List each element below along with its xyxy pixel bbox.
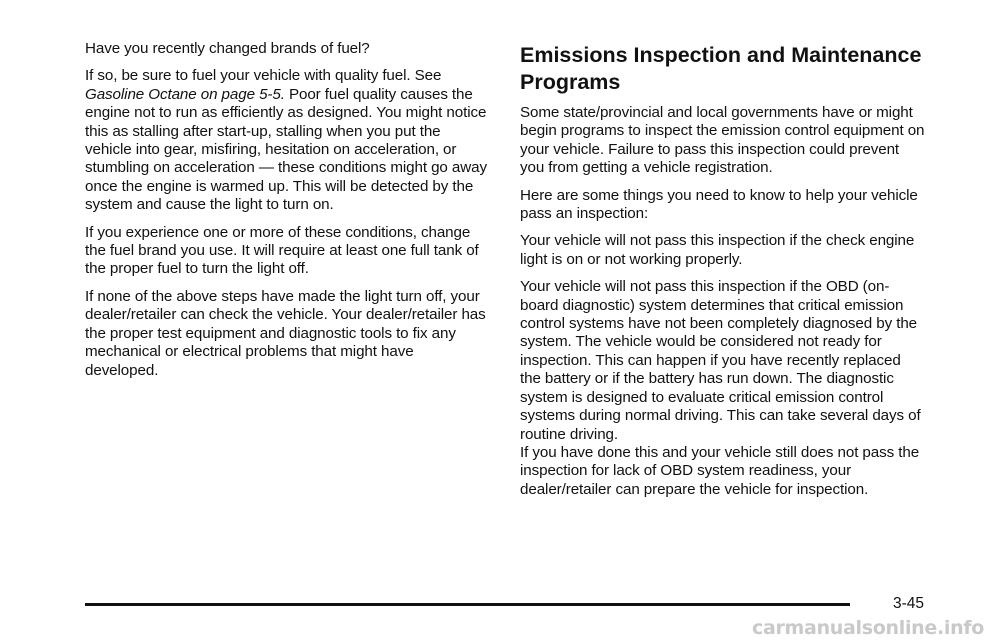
right-column [520,104,925,508]
left-column [85,40,490,389]
section-heading: Emissions Inspection and Maintenance Programs [520,43,922,94]
page-number: 3-45 [893,595,925,612]
fuel-quality-intro: If so, be sure to fuel your vehicle with quality fuel. See [85,67,442,85]
footer-rule [85,603,850,606]
paragraph-fuel-quality [85,67,490,214]
paragraph-dealer-prepare: If you have done this and your vehicle still does not pass the inspection for lack of OBD system readiness, your dealer/retailer can prepare the vehicle for inspection. [520,443,920,498]
paragraph-fuel-question: Have you recently changed brands of fuel? [85,40,370,57]
paragraph-inspection-programs: Some state/provincial and local governments have or might begin programs to inspect the emission control equipment on your vehicle. Failure to pass this inspection could prevent you from getting a vehicle registration. [520,104,925,177]
watermark: carmanualsonline.info [752,617,984,639]
fuel-quality-rest: Poor fuel quality causes the engine not to run as efficiently as designed. You might notice this as stalling after start-up, stalling when you put the vehicle into gear, misfiring, hesitation on acceleration, or stumbling on acceleration — these conditions might go away once the engine is warmed up. This will be detected by the system and cause the light to turn on. [85,85,487,214]
paragraph-change-brand: If you experience one or more of these conditions, change the fuel brand you use. It will require at least one full tank of the proper fuel to turn the light off. [85,223,479,278]
paragraph-dealer-check: If none of the above steps have made the light turn off, your dealer/retailer can check the vehicle. Your dealer/retailer has the proper test equipment and diagnostic tools to fix any mechanical or electrical problems that might have developed. [85,287,486,379]
paragraph-check-engine-light: Your vehicle will not pass this inspection if the check engine light is on or not working properly. [520,232,915,268]
paragraph-things-to-know: Here are some things you need to know to help your vehicle pass an inspection: [520,186,918,223]
paragraph-obd-readiness: Your vehicle will not pass this inspection if the OBD (on-board diagnostic) system determines that critical emission control systems have not been completely diagnosed by the system. The vehicle would be considered not ready for inspection. This can happen if you have recently replaced the battery or if the battery has run down. The diagnostic system is designed to evaluate critical emission control systems during normal driving. This can take several days of routine driving. [520,278,921,443]
gasoline-octane-link[interactable]: Gasoline Octane on page 5-5. [85,85,285,103]
